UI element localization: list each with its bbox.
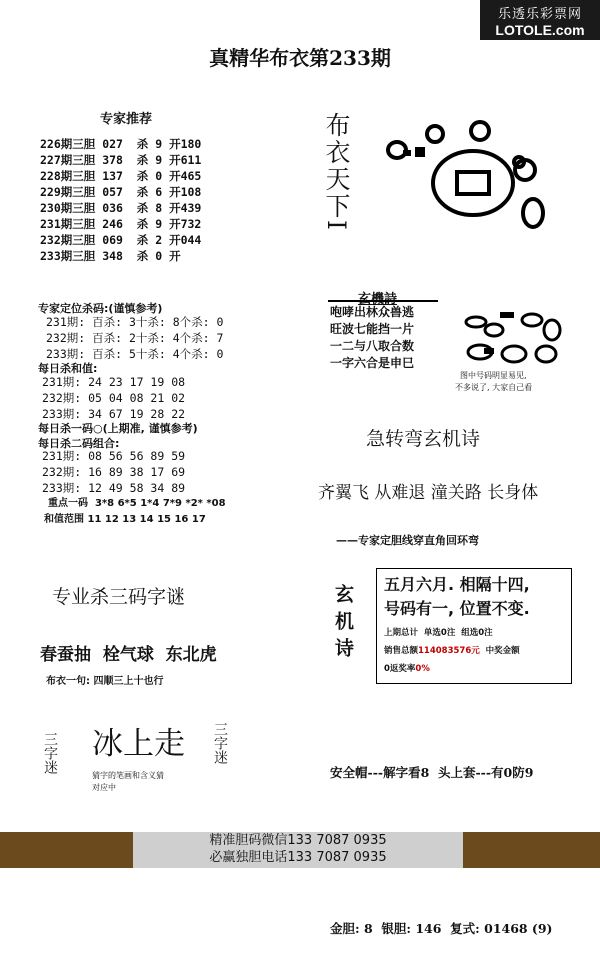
poem-line: 咆哮出林众兽逃 <box>330 305 415 319</box>
expert-row: 228期三胆 137 杀 0 开465 <box>40 169 202 183</box>
box-stat-3-value: 0% <box>415 664 430 674</box>
kill-pos-row: 232期: 百杀: 2十杀: 4个杀: 7 <box>46 331 224 345</box>
poem-lines <box>330 304 414 372</box>
kill-pos-row: 233期: 百杀: 5十杀: 4个杀: 0 <box>46 347 224 361</box>
riddle-small-note-1: 猜字的笔画和含义猜 <box>92 771 164 780</box>
box-line-2: 号码有一, 位置不变. <box>384 599 530 618</box>
expert-row: 230期三胆 036 杀 8 开439 <box>40 201 202 215</box>
footer-contact <box>133 832 463 868</box>
kill-pos-list <box>46 314 223 362</box>
riddle-line: 春蚕抽 栓气球 东北虎 <box>40 645 217 665</box>
poem-divider <box>328 300 438 302</box>
poem2-heading: 急转弯玄机诗 <box>366 428 481 450</box>
two-kill-heading: 每日杀二码组合: <box>38 437 120 450</box>
poem-caption-2: 不多说了, 大家自己看 <box>455 383 533 392</box>
expert-row: 227期三胆 378 杀 9 开611 <box>40 153 202 167</box>
two-kill-list <box>42 448 185 496</box>
expert-heading: 专家推荐 <box>100 112 153 127</box>
sum-range-label: 和值范围 <box>44 514 84 525</box>
box-stat-1: 上期总计 单选0注 组选0注 <box>384 628 493 638</box>
expert-row: 233期三胆 348 杀 0 开 <box>40 249 181 263</box>
kill-pos-row: 231期: 百杀: 3十杀: 8个杀: 0 <box>46 315 224 329</box>
sum-kill-list <box>42 374 185 422</box>
buyi-vertical-title: 布衣天下I <box>322 112 351 232</box>
sum-range-value: 11 12 13 14 15 16 17 <box>87 514 206 525</box>
poem-line: 旺波七能挡一片 <box>330 322 415 336</box>
box-stat-2 <box>384 644 520 656</box>
poem2-sub: ——专家定胆线穿直角回环弯 <box>336 534 479 547</box>
riddle-note: 布衣一句: 四顺三上十也行 <box>46 676 164 687</box>
box-vertical-title: 玄机诗 <box>332 584 354 665</box>
expert-list <box>40 136 201 264</box>
key-groups-value: 3*8 6*5 1*4 7*9 *2* *08 <box>94 498 226 509</box>
site-watermark <box>480 0 600 40</box>
page-title: 真精华布衣第233期 <box>209 46 391 70</box>
box-line-1: 五月六月. 相隔十四, <box>384 575 530 594</box>
two-kill-row: 231期: 08 56 56 89 59 <box>42 449 186 463</box>
poem-caption-1: 图中号码明显易见, <box>460 371 527 380</box>
riddle-small-note-2: 对应中 <box>92 783 116 792</box>
watermark-cn: 乐透乐彩票网 <box>497 7 582 22</box>
sum-range <box>44 510 206 525</box>
number-doodle-image <box>385 118 555 243</box>
footer-bar <box>0 832 600 868</box>
footer-line-1: 精准胆码微信133 7087 0935 <box>209 833 387 848</box>
poem-line: 一二与八取合数 <box>330 339 415 353</box>
riddle-big-text: 冰上走 <box>92 726 185 762</box>
two-kill-row: 232期: 16 89 38 17 69 <box>42 465 186 479</box>
poem2-line: 齐翼飞 从难退 潼关路 长身体 <box>318 483 539 503</box>
expert-row: 229期三胆 057 杀 6 开108 <box>40 185 202 199</box>
sum-kill-row: 232期: 05 04 08 21 02 <box>42 391 186 405</box>
footer-line-2: 必赢独胆电话133 7087 0935 <box>209 850 387 865</box>
sum-kill-row: 231期: 24 23 17 19 08 <box>42 375 186 389</box>
hint-row: 金胆: 8 银胆: 146 复式: 01468 (9) <box>330 921 553 936</box>
expert-row: 226期三胆 027 杀 9 开180 <box>40 137 202 151</box>
sum-kill-heading: 每日杀和值: <box>38 362 98 375</box>
expert-row: 232期三胆 069 杀 2 开044 <box>40 233 202 247</box>
kill-pos-heading: 专家定位杀码:(谨慎参考) <box>38 302 163 315</box>
riddle-right-label: 三字迷 <box>212 722 228 764</box>
number-doodle-image-2 <box>462 302 572 372</box>
expert-row: 231期三胆 246 杀 9 开732 <box>40 217 202 231</box>
poem-line: 一字六合是申巳 <box>330 356 415 370</box>
riddle-heading: 专业杀三码字谜 <box>52 586 186 608</box>
riddle-left-label: 三字迷 <box>42 732 58 774</box>
one-kill-heading: 每日杀一码○(上期准, 谨慎参考) <box>38 422 198 435</box>
sum-kill-row: 233期: 34 67 19 28 22 <box>42 407 186 421</box>
hint-row: 安全帽---解字看8 头上套---有0防9 <box>330 765 534 780</box>
box-stat-3 <box>384 662 430 674</box>
box-stat-2-tail: 中奖金额 <box>485 646 520 656</box>
box-stat-3-label: 0返奖率 <box>384 664 416 674</box>
watermark-en: LOTOLE.com <box>495 22 585 38</box>
box-stat-2-value: 114083576元 <box>418 646 480 656</box>
box-stat-2-label: 销售总额 <box>384 646 419 656</box>
key-groups-label: 重点一码 <box>48 498 88 509</box>
key-groups <box>48 494 226 509</box>
two-kill-row: 233期: 12 49 58 34 89 <box>42 481 186 495</box>
